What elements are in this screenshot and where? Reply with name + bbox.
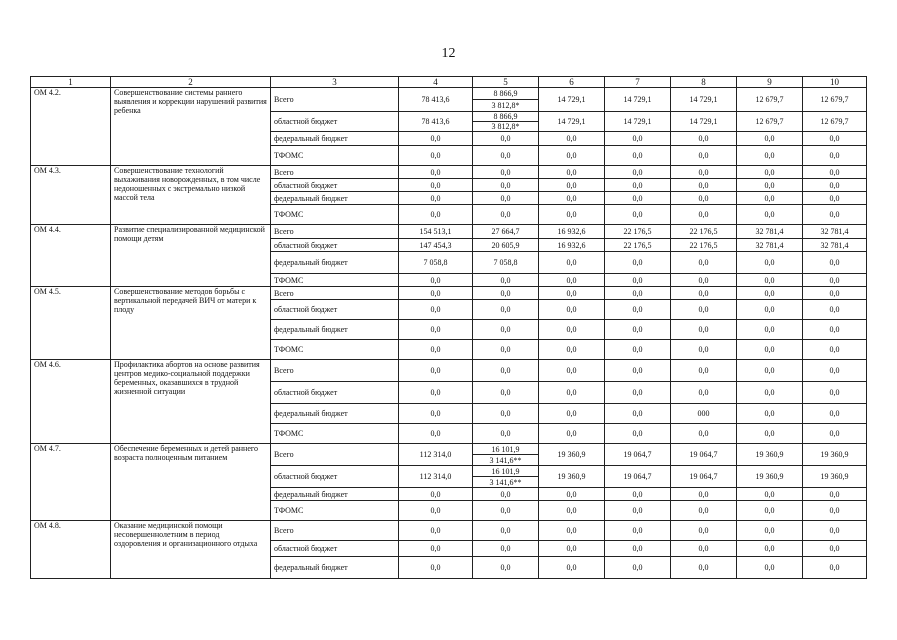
measure-code: ОМ 4.2. [31,88,111,166]
value-cell-extra: 3 141,6** [473,477,539,488]
value-cell: 0,0 [399,340,473,360]
value-cell: 0,0 [803,488,867,501]
value-cell: 0,0 [473,488,539,501]
funding-source: федеральный бюджет [271,192,399,205]
table-row [31,521,867,541]
value-cell: 112 314,0 [399,444,473,466]
value-cell: 14 729,1 [539,112,605,132]
value-cell: 19 360,9 [737,466,803,488]
funding-source: Всего [271,166,399,179]
funding-source: областной бюджет [271,239,399,252]
value-cell: 0,0 [803,252,867,274]
value-cell: 14 729,1 [671,88,737,112]
value-cell: 0,0 [605,300,671,320]
value-cell: 0,0 [803,521,867,541]
measure-name: Совершенствование системы раннего выявления и коррекции нарушений развития ребенка [111,88,271,166]
value-cell: 0,0 [605,541,671,557]
value-cell: 0,0 [671,300,737,320]
value-cell: 000 [671,404,737,424]
value-cell: 0,0 [399,166,473,179]
value-cell: 0,0 [671,360,737,382]
value-cell: 0,0 [803,501,867,521]
value-cell: 19 360,9 [737,444,803,466]
column-number: 10 [803,77,867,88]
value-cell: 0,0 [399,424,473,444]
column-number: 6 [539,77,605,88]
funding-source: Всего [271,521,399,541]
value-cell: 0,0 [803,340,867,360]
value-cell: 0,0 [803,360,867,382]
value-cell: 12 679,7 [737,112,803,132]
value-cell: 0,0 [605,192,671,205]
value-cell: 0,0 [671,205,737,225]
value-cell: 0,0 [399,205,473,225]
value-cell: 0,0 [473,300,539,320]
value-cell: 0,0 [671,132,737,146]
value-cell: 0,0 [539,320,605,340]
column-number: 9 [737,77,803,88]
funding-source: федеральный бюджет [271,320,399,340]
measure-name: Оказание медицинской помощи несовершеннолетним в период оздоровления и организационного отдыха [111,521,271,579]
table-row [31,166,867,179]
value-cell: 0,0 [803,287,867,300]
value-cell: 19 360,9 [539,444,605,466]
value-cell: 0,0 [737,300,803,320]
value-cell: 0,0 [399,320,473,340]
value-cell: 0,0 [671,557,737,579]
value-cell: 16 932,6 [539,239,605,252]
value-cell: 0,0 [539,488,605,501]
value-cell: 0,0 [399,488,473,501]
value-cell: 0,0 [737,557,803,579]
value-cell: 0,0 [539,146,605,166]
funding-source: ТФОМС [271,205,399,225]
value-cell: 0,0 [399,521,473,541]
value-cell: 0,0 [605,382,671,404]
funding-source: областной бюджет [271,382,399,404]
value-cell: 0,0 [539,179,605,192]
value-cell: 0,0 [539,192,605,205]
funding-source: областной бюджет [271,179,399,192]
value-cell: 0,0 [737,287,803,300]
value-cell: 0,0 [605,360,671,382]
value-cell: 0,0 [539,382,605,404]
value-cell: 0,0 [737,132,803,146]
value-cell: 0,0 [539,287,605,300]
value-cell: 22 176,5 [671,239,737,252]
value-cell: 0,0 [737,252,803,274]
value-cell: 0,0 [803,541,867,557]
funding-source: ТФОМС [271,501,399,521]
value-cell: 0,0 [737,274,803,287]
value-cell: 19 064,7 [671,466,737,488]
value-cell: 0,0 [605,205,671,225]
value-cell: 0,0 [605,179,671,192]
value-cell: 0,0 [737,424,803,444]
value-cell: 0,0 [539,360,605,382]
value-cell: 0,0 [605,132,671,146]
value-cell: 0,0 [737,205,803,225]
value-cell: 0,0 [671,488,737,501]
funding-source: областной бюджет [271,300,399,320]
funding-source: Всего [271,360,399,382]
measure-code: ОМ 4.4. [31,225,111,287]
value-cell: 0,0 [473,274,539,287]
table-row [31,444,867,455]
value-cell: 0,0 [671,252,737,274]
value-cell: 22 176,5 [671,225,737,239]
value-cell: 0,0 [605,501,671,521]
value-cell: 0,0 [671,192,737,205]
value-cell: 0,0 [605,404,671,424]
value-cell: 14 729,1 [605,88,671,112]
column-number: 1 [31,77,111,88]
funding-source: ТФОМС [271,146,399,166]
funding-source: ТФОМС [271,340,399,360]
value-cell: 8 866,9 [473,112,539,122]
value-cell: 0,0 [737,146,803,166]
value-cell: 32 781,4 [803,239,867,252]
value-cell: 16 101,9 [473,444,539,455]
value-cell: 0,0 [737,179,803,192]
value-cell: 0,0 [671,146,737,166]
value-cell: 0,0 [539,557,605,579]
value-cell: 0,0 [671,501,737,521]
column-number: 3 [271,77,399,88]
value-cell: 0,0 [539,404,605,424]
value-cell: 0,0 [671,166,737,179]
value-cell: 0,0 [539,300,605,320]
measure-code: ОМ 4.6. [31,360,111,444]
value-cell: 0,0 [399,132,473,146]
value-cell-extra: 3 141,6** [473,455,539,466]
budget-table [30,76,867,579]
value-cell: 0,0 [605,287,671,300]
value-cell: 0,0 [539,132,605,146]
funding-source: федеральный бюджет [271,252,399,274]
value-cell: 0,0 [399,404,473,424]
value-cell: 14 729,1 [539,88,605,112]
table-row [31,360,867,382]
measure-name: Совершенствование методов борьбы с вертикальной передачей ВИЧ от матери к плоду [111,287,271,360]
value-cell: 0,0 [803,320,867,340]
value-cell: 78 413,6 [399,112,473,132]
value-cell: 0,0 [539,166,605,179]
value-cell: 154 513,1 [399,225,473,239]
funding-source: федеральный бюджет [271,488,399,501]
value-cell: 0,0 [671,287,737,300]
funding-source: федеральный бюджет [271,132,399,146]
funding-source: Всего [271,287,399,300]
value-cell: 0,0 [399,300,473,320]
value-cell: 112 314,0 [399,466,473,488]
value-cell: 16 932,6 [539,225,605,239]
value-cell: 0,0 [539,424,605,444]
funding-source: ТФОМС [271,274,399,287]
value-cell: 0,0 [605,252,671,274]
value-cell: 14 729,1 [605,112,671,132]
value-cell: 0,0 [803,404,867,424]
funding-source: ТФОМС [271,424,399,444]
value-cell: 32 781,4 [737,239,803,252]
value-cell: 0,0 [473,360,539,382]
value-cell: 0,0 [737,360,803,382]
value-cell: 147 454,3 [399,239,473,252]
value-cell: 0,0 [539,340,605,360]
measure-code: ОМ 4.5. [31,287,111,360]
value-cell: 12 679,7 [803,88,867,112]
value-cell: 78 413,6 [399,88,473,112]
value-cell: 0,0 [605,320,671,340]
value-cell: 0,0 [473,382,539,404]
value-cell: 0,0 [399,287,473,300]
value-cell: 0,0 [399,541,473,557]
value-cell: 0,0 [605,424,671,444]
value-cell: 7 058,8 [473,252,539,274]
value-cell: 0,0 [539,205,605,225]
value-cell: 32 781,4 [803,225,867,239]
column-number: 8 [671,77,737,88]
column-number: 4 [399,77,473,88]
value-cell: 0,0 [737,340,803,360]
value-cell: 0,0 [539,541,605,557]
value-cell: 0,0 [803,166,867,179]
funding-source: областной бюджет [271,112,399,132]
value-cell: 0,0 [473,424,539,444]
measure-name: Развитие специализированной медицинской помощи детям [111,225,271,287]
measure-code: ОМ 4.7. [31,444,111,521]
measure-name: Обеспечение беременных и детей раннего возраста полноценным питанием [111,444,271,521]
value-cell: 12 679,7 [803,112,867,132]
table-body [31,88,867,579]
value-cell: 0,0 [671,541,737,557]
table-row [31,287,867,300]
value-cell: 14 729,1 [671,112,737,132]
funding-source: Всего [271,88,399,112]
value-cell: 0,0 [671,274,737,287]
value-cell: 0,0 [803,179,867,192]
value-cell: 7 058,8 [399,252,473,274]
value-cell: 0,0 [473,501,539,521]
value-cell: 12 679,7 [737,88,803,112]
measure-code: ОМ 4.8. [31,521,111,579]
value-cell: 0,0 [473,132,539,146]
funding-source: Всего [271,444,399,466]
value-cell: 19 360,9 [803,444,867,466]
measure-name: Профилактика абортов на основе развития центров медико-социальной поддержки беременных, оказавшихся в трудной жизненной ситуации [111,360,271,444]
value-cell: 27 664,7 [473,225,539,239]
measure-name: Совершенствование технологий выхаживания новорожденных, в том числе недоношенных с экстремально низкой массой тела [111,166,271,225]
funding-source: областной бюджет [271,466,399,488]
value-cell: 0,0 [803,382,867,404]
value-cell: 0,0 [473,320,539,340]
column-number: 7 [605,77,671,88]
value-cell: 0,0 [473,521,539,541]
value-cell: 0,0 [737,404,803,424]
value-cell: 0,0 [399,360,473,382]
value-cell: 0,0 [399,192,473,205]
value-cell: 0,0 [473,166,539,179]
value-cell: 19 064,7 [605,444,671,466]
funding-source: федеральный бюджет [271,557,399,579]
value-cell: 0,0 [605,274,671,287]
value-cell: 0,0 [473,179,539,192]
value-cell: 0,0 [737,521,803,541]
value-cell: 0,0 [671,521,737,541]
value-cell: 0,0 [803,557,867,579]
value-cell: 19 360,9 [539,466,605,488]
value-cell: 0,0 [605,488,671,501]
value-cell: 0,0 [737,192,803,205]
value-cell: 0,0 [737,382,803,404]
value-cell: 0,0 [671,424,737,444]
value-cell-extra: 3 812,8* [473,122,539,132]
value-cell: 0,0 [399,557,473,579]
value-cell: 0,0 [803,424,867,444]
value-cell: 0,0 [473,192,539,205]
value-cell: 0,0 [803,205,867,225]
funding-source: федеральный бюджет [271,404,399,424]
value-cell: 0,0 [671,179,737,192]
value-cell: 0,0 [671,382,737,404]
value-cell: 0,0 [671,340,737,360]
value-cell: 0,0 [539,501,605,521]
value-cell: 0,0 [473,205,539,225]
page-number: 12 [441,46,456,61]
value-cell-extra: 3 812,8* [473,100,539,112]
value-cell: 0,0 [473,541,539,557]
value-cell: 0,0 [803,132,867,146]
value-cell: 0,0 [399,274,473,287]
column-number-row [31,77,867,88]
value-cell: 32 781,4 [737,225,803,239]
value-cell: 0,0 [605,166,671,179]
table-row [31,225,867,239]
value-cell: 0,0 [539,252,605,274]
value-cell: 22 176,5 [605,239,671,252]
value-cell: 0,0 [399,146,473,166]
value-cell: 0,0 [605,557,671,579]
value-cell: 20 605,9 [473,239,539,252]
value-cell: 0,0 [473,287,539,300]
value-cell: 0,0 [671,320,737,340]
value-cell: 8 866,9 [473,88,539,100]
column-number: 2 [111,77,271,88]
value-cell: 16 101,9 [473,466,539,477]
funding-source: Всего [271,225,399,239]
value-cell: 0,0 [605,521,671,541]
value-cell: 0,0 [539,274,605,287]
value-cell: 0,0 [473,404,539,424]
value-cell: 0,0 [737,488,803,501]
value-cell: 0,0 [737,166,803,179]
value-cell: 19 360,9 [803,466,867,488]
measure-code: ОМ 4.3. [31,166,111,225]
value-cell: 19 064,7 [671,444,737,466]
value-cell: 0,0 [737,501,803,521]
value-cell: 22 176,5 [605,225,671,239]
value-cell: 0,0 [539,521,605,541]
funding-source: областной бюджет [271,541,399,557]
value-cell: 0,0 [803,300,867,320]
table-row [31,88,867,100]
value-cell: 0,0 [803,192,867,205]
value-cell: 19 064,7 [605,466,671,488]
value-cell: 0,0 [473,146,539,166]
value-cell: 0,0 [803,146,867,166]
value-cell: 0,0 [803,274,867,287]
value-cell: 0,0 [737,320,803,340]
value-cell: 0,0 [399,179,473,192]
value-cell: 0,0 [737,541,803,557]
column-number: 5 [473,77,539,88]
value-cell: 0,0 [473,340,539,360]
value-cell: 0,0 [399,501,473,521]
value-cell: 0,0 [399,382,473,404]
value-cell: 0,0 [605,340,671,360]
value-cell: 0,0 [473,557,539,579]
value-cell: 0,0 [605,146,671,166]
